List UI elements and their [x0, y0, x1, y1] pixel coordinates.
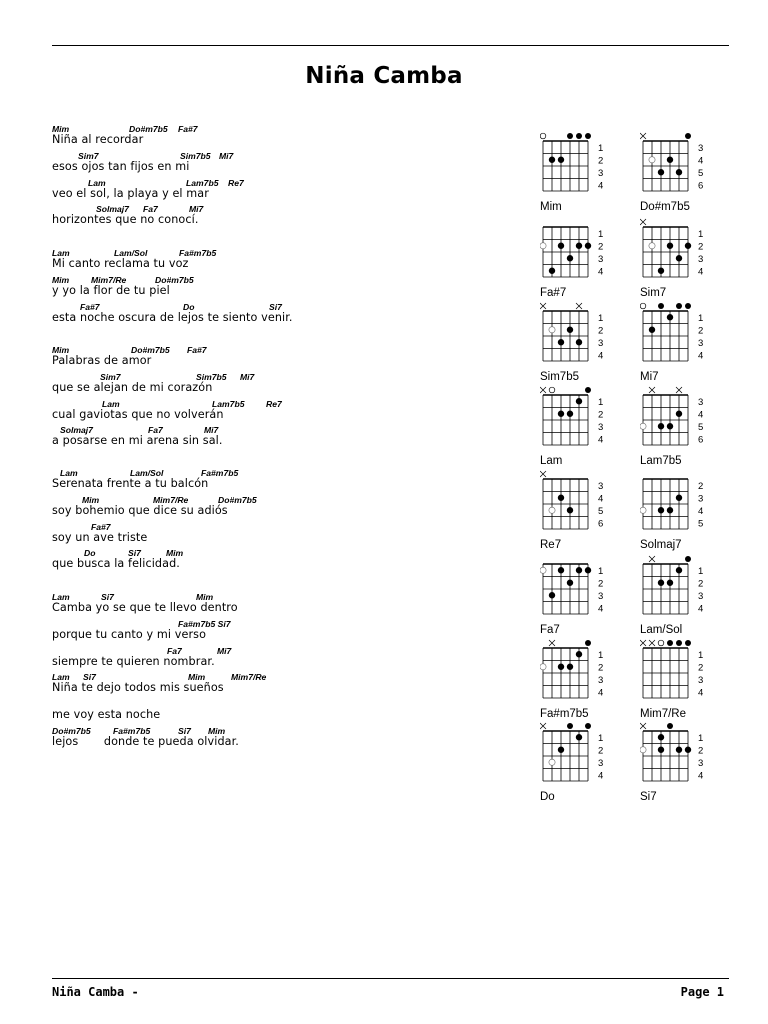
lyric-line: Camba yo se que te llevo dentro [52, 601, 238, 614]
chord-diagram [640, 132, 720, 218]
chord-diagram [540, 555, 620, 641]
fret-number: 3 [698, 674, 704, 686]
string-dot-marker [567, 723, 573, 729]
fret-number: 2 [598, 745, 604, 757]
chord-diagram [540, 386, 620, 472]
hollow-finger-dot [540, 243, 546, 249]
open-string-marker [540, 133, 546, 139]
hollow-finger-dot [640, 747, 646, 753]
chord-diagram-name: Mi7 [640, 371, 659, 383]
fret-number: 2 [598, 241, 604, 253]
chord-label: Lam7b5 [212, 398, 245, 409]
chord-label: Si7 [178, 726, 191, 736]
finger-dot [558, 567, 564, 573]
song-title: Niña Camba [305, 63, 463, 89]
finger-dot [576, 243, 582, 249]
finger-dot [685, 243, 691, 249]
finger-dot [676, 169, 682, 175]
chord-diagram-name: Lam/Sol [640, 624, 683, 636]
fret-number: 1 [598, 649, 604, 661]
fretboard [540, 555, 620, 623]
chord-diagram-name: Do#m7b5 [640, 201, 690, 213]
hollow-finger-dot [549, 327, 555, 333]
string-dot-marker [685, 640, 691, 646]
chord-label: Lam [52, 248, 70, 258]
finger-dot [558, 157, 564, 163]
fret-number: 4 [598, 603, 604, 615]
chord-label: Mim [188, 672, 206, 683]
lyric-line: Mi canto reclama tu voz [52, 257, 189, 270]
fret-number: 2 [598, 409, 604, 421]
fret-number: 3 [698, 590, 704, 602]
chord-label: Fa7 [143, 204, 158, 215]
fretboard [540, 218, 620, 286]
chord-diagram [640, 218, 720, 304]
fret-number: 2 [598, 662, 604, 674]
finger-dot [676, 747, 682, 753]
chord-label: Lam [88, 177, 106, 188]
finger-dot [576, 339, 582, 345]
fret-number: 3 [698, 142, 704, 154]
fret-number: 6 [598, 518, 604, 530]
finger-dot [567, 327, 573, 333]
bottom-rule [52, 978, 729, 979]
fret-number: 2 [598, 155, 604, 167]
fretboard [640, 132, 720, 200]
lyric-line: veo el sol, la playa y el mar [52, 186, 209, 200]
lyric-line: Palabras de amor [52, 354, 152, 367]
finger-dot [567, 580, 573, 586]
finger-dot [676, 411, 682, 417]
lyric-line: siempre te quieren nombrar. [52, 654, 215, 668]
chord-label: Fa#m7b5 Si7 [178, 618, 231, 629]
chord-label: Mi7 [204, 425, 219, 436]
fret-number: 5 [598, 505, 604, 517]
finger-dot [558, 747, 564, 753]
hollow-finger-dot [540, 664, 546, 670]
chord-diagram-name: Mim [540, 201, 562, 213]
lyric-line: horizontes que no conocí. [52, 213, 199, 227]
fret-number: 2 [698, 241, 704, 253]
hollow-finger-dot [540, 567, 546, 573]
string-dot-marker [676, 303, 682, 309]
fret-number: 1 [698, 649, 704, 661]
fret-number: 4 [698, 770, 704, 782]
finger-dot [558, 243, 564, 249]
fret-number: 5 [698, 518, 704, 530]
chord-label: Do#m7b5 [155, 274, 194, 285]
finger-dot [549, 268, 555, 274]
chord-label: Mi7 [219, 150, 234, 161]
chord-label: Lam [102, 398, 120, 409]
finger-dot [667, 314, 673, 320]
chord-label: Fa7 [148, 425, 163, 436]
chord-diagram [640, 722, 720, 808]
finger-dot [658, 747, 664, 753]
fretboard [640, 302, 720, 370]
chord-diagram [540, 470, 620, 556]
chord-diagram-name: Fa#7 [540, 287, 567, 299]
finger-dot [667, 243, 673, 249]
lyric-line: que busca la felicidad. [52, 557, 180, 571]
chord-label: Do [183, 301, 195, 312]
finger-dot [558, 339, 564, 345]
fretboard [640, 639, 720, 707]
fretboard [540, 639, 620, 707]
hollow-finger-dot [549, 507, 555, 513]
string-dot-marker [585, 387, 591, 393]
finger-dot [667, 423, 673, 429]
chord-diagram [640, 639, 720, 725]
lyric-line: me voy esta noche [52, 708, 161, 722]
chord-label: Mi7 [240, 371, 255, 382]
chord-label: Fa#m7b5 [179, 248, 217, 258]
lyric-line: Serenata frente a tu balcón [52, 477, 209, 490]
fret-number: 1 [598, 565, 604, 577]
fret-number: 3 [598, 480, 604, 492]
fret-number: 3 [598, 757, 604, 769]
chord-diagram-name: Mim7/Re [640, 708, 687, 720]
string-dot-marker [676, 640, 682, 646]
fretboard [640, 218, 720, 286]
lyric-line: esta noche oscura de lejos te siento venir. [52, 310, 293, 324]
fret-number: 4 [598, 266, 604, 278]
chord-label: Do#m7b5 [218, 494, 257, 505]
finger-dot [676, 567, 682, 573]
finger-dot [667, 580, 673, 586]
finger-dot [585, 567, 591, 573]
string-dot-marker [585, 723, 591, 729]
lyric-line: porque tu canto y mi verso [52, 627, 207, 641]
chord-diagram-name: Do [540, 791, 555, 803]
fret-number: 4 [698, 350, 704, 362]
fret-number: 3 [698, 253, 704, 265]
string-dot-marker [685, 556, 691, 562]
chord-label: Mim7/Re [231, 672, 267, 683]
chord-diagram-name: Lam [540, 455, 563, 467]
fret-number: 5 [698, 421, 704, 433]
chord-diagram-name: Sim7 [640, 287, 667, 299]
finger-dot [676, 495, 682, 501]
lyric-line: Niña te dejo todos mis sueños [52, 681, 224, 695]
fret-number: 4 [598, 180, 604, 192]
fret-number: 1 [598, 396, 604, 408]
fret-number: 2 [698, 578, 704, 590]
chord-diagram [540, 218, 620, 304]
chord-diagram [540, 132, 620, 218]
fret-number: 3 [598, 590, 604, 602]
chord-diagram [640, 386, 720, 472]
chord-diagram-name: Re7 [540, 539, 562, 551]
fret-number: 3 [598, 421, 604, 433]
finger-dot [685, 747, 691, 753]
chord-diagram [540, 639, 620, 725]
fret-number: 4 [698, 155, 704, 167]
hollow-finger-dot [549, 759, 555, 765]
fret-number: 2 [598, 578, 604, 590]
fret-number: 6 [698, 434, 704, 446]
open-string-marker [658, 640, 664, 646]
lyric-line: esos ojos tan fijos en mi [52, 159, 190, 173]
finger-dot [576, 567, 582, 573]
fret-number: 4 [598, 434, 604, 446]
chord-diagram [640, 302, 720, 388]
finger-dot [649, 327, 655, 333]
finger-dot [667, 157, 673, 163]
chord-diagram-name: Fa7 [540, 624, 560, 636]
finger-dot [576, 651, 582, 657]
fret-number: 1 [698, 565, 704, 577]
chord-label: Lam [52, 672, 70, 683]
chord-label: Sim7 [78, 150, 99, 161]
chord-diagram-name: Fa#m7b5 [540, 708, 589, 720]
lyric-line: Niña al recordar [52, 133, 144, 146]
fret-number: 4 [698, 687, 704, 699]
chord-label: Fa#7 [91, 521, 111, 532]
finger-dot [676, 255, 682, 261]
chord-label: Mim [166, 548, 184, 559]
hollow-finger-dot [640, 507, 646, 513]
chord-label: Sim7 [100, 371, 121, 382]
fret-number: 4 [598, 770, 604, 782]
open-string-marker [640, 303, 646, 309]
fretboard [540, 302, 620, 370]
finger-dot [576, 398, 582, 404]
finger-dot [658, 423, 664, 429]
chord-label: Solmaj7 [60, 425, 93, 436]
fret-number: 3 [698, 757, 704, 769]
fret-number: 4 [598, 350, 604, 362]
fret-number: 2 [698, 662, 704, 674]
hollow-finger-dot [640, 423, 646, 429]
fret-number: 2 [698, 325, 704, 337]
fret-number: 1 [698, 732, 704, 744]
lyric-line: soy un ave triste [52, 530, 148, 544]
chord-label: Si7 [128, 548, 141, 559]
chord-label: Re7 [228, 177, 244, 188]
chord-label: Mim7/Re [91, 274, 127, 285]
chord-label: Si7 [83, 672, 96, 683]
chord-label: Si7 [269, 301, 282, 312]
chord-label: Do#m7b5 [52, 726, 91, 736]
fret-number: 1 [598, 312, 604, 324]
chord-label: Fa#7 [187, 345, 207, 355]
fret-number: 4 [698, 603, 704, 615]
chord-label: Sim7b5 [196, 371, 227, 382]
fret-number: 4 [698, 409, 704, 421]
finger-dot [567, 255, 573, 261]
top-rule [52, 45, 729, 46]
fret-number: 1 [698, 228, 704, 240]
chord-label: Fa#m7b5 [113, 726, 151, 736]
finger-dot [558, 411, 564, 417]
chord-label: Sim7b5 [180, 150, 211, 161]
chord-label: Do#m7b5 [131, 345, 170, 355]
string-dot-marker [667, 723, 673, 729]
finger-dot [558, 495, 564, 501]
fretboard [540, 386, 620, 454]
chord-label: Do#m7b5 [129, 124, 168, 134]
string-dot-marker [685, 133, 691, 139]
chord-label: Mim [52, 124, 70, 134]
finger-dot [558, 664, 564, 670]
lyric-line: que se alejan de mi corazón [52, 380, 213, 394]
fret-number: 4 [698, 266, 704, 278]
fretboard [640, 555, 720, 623]
chord-label: Do [84, 548, 96, 559]
lyric-line: lejos donde te pueda olvidar. [52, 735, 239, 748]
lyric-line: cual gaviotas que no volverán [52, 407, 224, 421]
chord-label: Si7 [101, 592, 114, 602]
fret-number: 1 [598, 228, 604, 240]
finger-dot [567, 507, 573, 513]
string-dot-marker [576, 133, 582, 139]
string-dot-marker [567, 133, 573, 139]
open-string-marker [549, 387, 555, 393]
chord-label: Fa#7 [178, 124, 198, 134]
fret-number: 3 [598, 337, 604, 349]
fret-number: 2 [698, 745, 704, 757]
string-dot-marker [667, 640, 673, 646]
chord-label: Lam/Sol [130, 468, 164, 478]
finger-dot [567, 411, 573, 417]
chord-label: Mim [52, 274, 70, 285]
finger-dot [549, 157, 555, 163]
lyric-line: a posarse en mi arena sin sal. [52, 434, 223, 448]
fret-number: 1 [598, 732, 604, 744]
fret-number: 4 [598, 493, 604, 505]
fretboard [640, 470, 720, 538]
finger-dot [576, 734, 582, 740]
finger-dot [585, 243, 591, 249]
chord-label: Lam/Sol [114, 248, 148, 258]
lyric-line: soy bohemio que dice su adiós [52, 503, 228, 517]
chord-diagram [540, 302, 620, 388]
fretboard [640, 386, 720, 454]
chord-diagram-name: Solmaj7 [640, 539, 682, 551]
chord-diagram-name: Lam7b5 [640, 455, 682, 467]
chord-label: Mim [196, 592, 214, 602]
finger-dot [658, 507, 664, 513]
chord-label: Fa#m7b5 [201, 468, 239, 478]
hollow-finger-dot [649, 157, 655, 163]
fret-number: 3 [698, 337, 704, 349]
string-dot-marker [585, 640, 591, 646]
chord-diagram-name: Sim7b5 [540, 371, 579, 383]
fret-number: 3 [598, 253, 604, 265]
fret-number: 3 [598, 167, 604, 179]
chord-label: Lam7b5 [186, 177, 219, 188]
fretboard [640, 722, 720, 790]
chord-diagram [640, 555, 720, 641]
string-dot-marker [685, 303, 691, 309]
string-dot-marker [585, 133, 591, 139]
hollow-finger-dot [649, 243, 655, 249]
chord-label: Fa#7 [80, 301, 100, 312]
chord-label: Fa7 [167, 645, 182, 656]
fret-number: 4 [698, 505, 704, 517]
finger-dot [667, 507, 673, 513]
fretboard [540, 132, 620, 200]
footer-title: Niña Camba - [52, 985, 139, 999]
chord-label: Lam [60, 468, 78, 478]
finger-dot [658, 580, 664, 586]
fret-number: 2 [598, 325, 604, 337]
finger-dot [658, 268, 664, 274]
chord-label: Mim7/Re [153, 494, 189, 505]
chord-label: Solmaj7 [96, 204, 129, 215]
fret-number: 2 [698, 480, 704, 492]
lyric-line: y yo la flor de tu piel [52, 283, 170, 297]
finger-dot [549, 592, 555, 598]
fretboard [540, 470, 620, 538]
finger-dot [567, 664, 573, 670]
page-number: Page 1 [680, 985, 724, 999]
chord-label: Mim [208, 726, 226, 736]
chord-diagram [640, 470, 720, 556]
fret-number: 5 [698, 167, 704, 179]
chord-label: Lam [52, 592, 70, 602]
chord-label: Mim [82, 494, 100, 505]
fret-number: 3 [698, 396, 704, 408]
finger-dot [658, 734, 664, 740]
fret-number: 6 [698, 180, 704, 192]
chord-diagram [540, 722, 620, 808]
chord-label: Mi7 [189, 204, 204, 215]
fret-number: 3 [698, 493, 704, 505]
fret-number: 1 [598, 142, 604, 154]
fret-number: 3 [598, 674, 604, 686]
fret-number: 4 [598, 687, 604, 699]
string-dot-marker [658, 303, 664, 309]
fret-number: 1 [698, 312, 704, 324]
chord-label: Mim [52, 345, 70, 355]
finger-dot [658, 169, 664, 175]
fretboard [540, 722, 620, 790]
chord-diagram-name: Si7 [640, 791, 657, 803]
chord-label: Re7 [266, 398, 282, 409]
chord-label: Mi7 [217, 645, 232, 656]
